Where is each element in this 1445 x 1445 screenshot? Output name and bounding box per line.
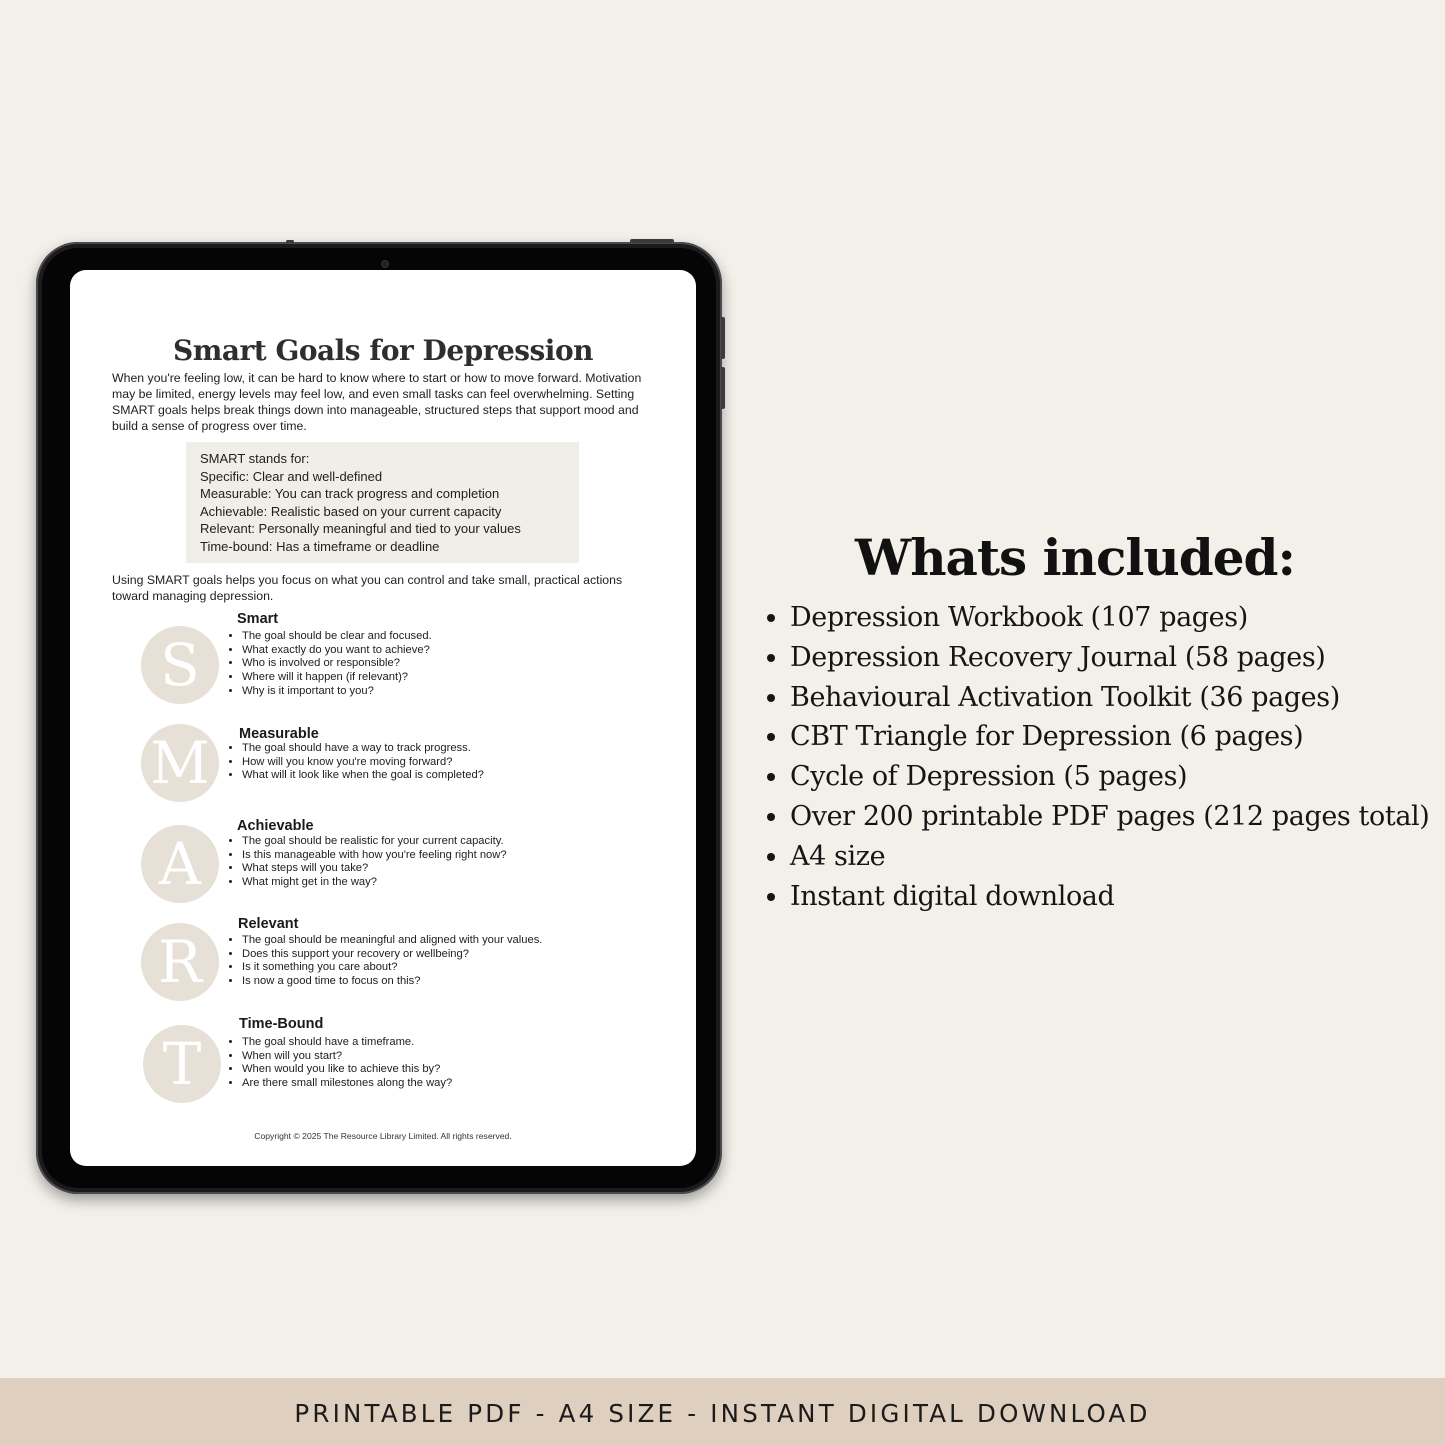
list-item: • Where will it happen (if relevant)? xyxy=(242,671,432,685)
tablet-top-edge-mark xyxy=(286,240,294,243)
included-item: • Over 200 printable PDF pages (212 pages total) xyxy=(790,797,1429,837)
letter-circle-s: S xyxy=(141,626,219,704)
list-item: • Is it something you care about? xyxy=(242,961,542,975)
list-item: • The goal should be meaningful and aligned with your values. xyxy=(242,934,542,948)
section-title-relevant: Relevant xyxy=(238,916,299,932)
smart-box-line: Achievable: Realistic based on your current capacity xyxy=(200,503,502,519)
whats-included-title: Whats included: xyxy=(855,528,1295,587)
list-item: • Does this support your recovery or wellbeing? xyxy=(242,948,542,962)
list-item: • How will you know you're moving forward? xyxy=(242,756,484,770)
section-title-smart: Smart xyxy=(237,611,279,627)
letter-circle-t: T xyxy=(143,1025,221,1103)
list-item: • The goal should be clear and focused. xyxy=(242,630,432,644)
list-item: • What steps will you take? xyxy=(242,862,507,876)
list-item: • What might get in the way? xyxy=(242,876,507,890)
list-item: • The goal should be realistic for your current capacity. xyxy=(242,835,507,849)
letter-circle-a: A xyxy=(141,825,219,903)
included-item: • Instant digital download xyxy=(790,877,1429,917)
copyright-notice: Copyright © 2025 The Resource Library Limited. All rights reserved. xyxy=(254,1131,512,1141)
section-list-relevant xyxy=(230,934,542,989)
smart-box-line: Specific: Clear and well-defined xyxy=(200,468,383,484)
list-item: • The goal should have a timeframe. xyxy=(242,1036,452,1050)
letter-circle-r: R xyxy=(141,923,219,1001)
footer-banner xyxy=(0,1378,1445,1445)
list-item: • Are there small milestones along the way? xyxy=(242,1077,452,1091)
list-item: • What exactly do you want to achieve? xyxy=(242,644,432,658)
list-item: • Why is it important to you? xyxy=(242,685,432,699)
smart-box-line: Relevant: Personally meaningful and tied to your values xyxy=(200,521,521,537)
list-item: • When would you like to achieve this by? xyxy=(242,1063,452,1077)
tablet-volume-down-button xyxy=(721,367,725,409)
list-item: • When will you start? xyxy=(242,1050,452,1064)
section-list-smart xyxy=(230,630,432,699)
document-title: Smart Goals for Depression xyxy=(173,334,593,367)
included-item: • Behavioural Activation Toolkit (36 pages) xyxy=(790,678,1429,718)
whats-included-list xyxy=(766,598,1429,916)
included-item: • Depression Recovery Journal (58 pages) xyxy=(790,638,1429,678)
list-item: • Who is involved or responsible? xyxy=(242,657,432,671)
letter-circle-m: M xyxy=(141,724,219,802)
tablet-device xyxy=(36,242,722,1194)
tablet-top-button xyxy=(630,239,674,243)
included-item: • Depression Workbook (107 pages) xyxy=(790,598,1429,638)
list-item: • The goal should have a way to track progress. xyxy=(242,742,484,756)
section-list-achievable xyxy=(230,835,507,890)
list-item: • Is this manageable with how you're feeling right now? xyxy=(242,849,507,863)
section-list-measurable xyxy=(230,742,484,783)
section-title-measurable: Measurable xyxy=(239,726,319,742)
list-item: • What will it look like when the goal is completed? xyxy=(242,769,484,783)
footer-text: PRINTABLE PDF - A4 SIZE - INSTANT DIGITAL DOWNLOAD xyxy=(294,1399,1151,1428)
tablet-volume-up-button xyxy=(721,317,725,359)
smart-box-line: SMART stands for: xyxy=(200,451,310,466)
section-title-achievable: Achievable xyxy=(237,818,314,834)
camera-icon xyxy=(382,261,388,267)
list-item: • Is now a good time to focus on this? xyxy=(242,975,542,989)
using-smart-text: Using SMART goals helps you focus on what you can control and take small, practical actions toward managing depression. xyxy=(112,573,623,603)
included-item: • CBT Triangle for Depression (6 pages) xyxy=(790,717,1429,757)
document-page xyxy=(70,270,696,1166)
included-item: • A4 size xyxy=(790,837,1429,877)
included-item: • Cycle of Depression (5 pages) xyxy=(790,757,1429,797)
section-list-time-bound xyxy=(230,1036,452,1091)
section-title-time-bound: Time-Bound xyxy=(239,1016,324,1032)
smart-box-line: Measurable: You can track progress and completion xyxy=(200,486,500,502)
smart-box-line: Time-bound: Has a timeframe or deadline xyxy=(200,538,440,554)
smart-definition-box xyxy=(186,442,579,563)
document-intro: When you're feeling low, it can be hard to know where to start or how to move forward. Motivation may be limited, energy levels may feel low, and even small tasks can feel overwhelming. Setting SMART goals helps break things down into manageable, structured steps that support mood and build a sense of progress over time. xyxy=(112,371,642,433)
